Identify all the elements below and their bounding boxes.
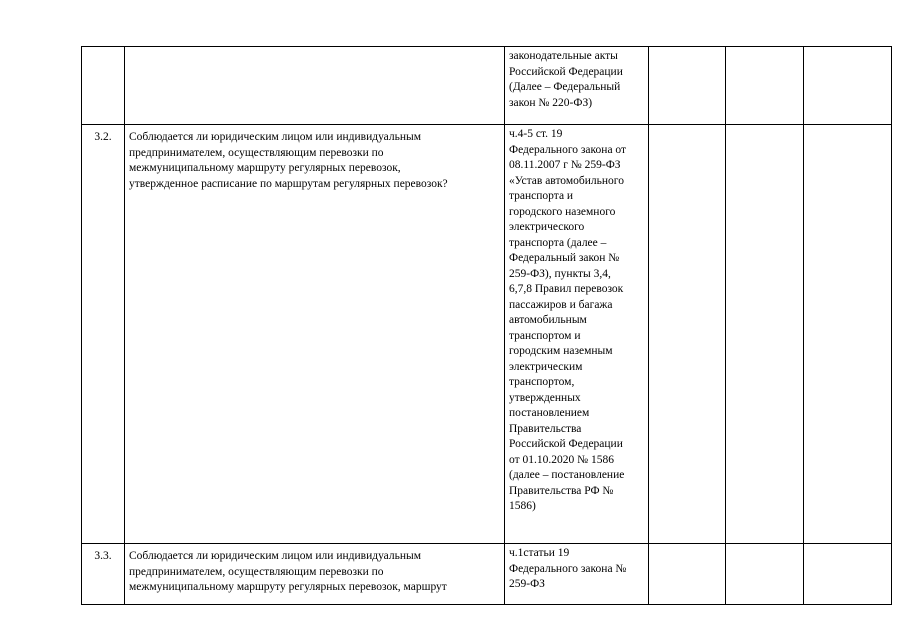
legal-basis-line: закон № 220-ФЗ) (509, 96, 593, 109)
legal-basis-cell (505, 47, 649, 125)
legal-basis-line: Федерального закона № (509, 562, 627, 575)
legal-basis-line: законодательные акты (509, 50, 618, 62)
question-text-line: предпринимателем, осуществляющим перевозки по (129, 146, 384, 159)
legal-basis-line: (Далее – Федеральный (509, 81, 621, 93)
answer-na-cell (804, 47, 892, 125)
legal-basis-line: 259-ФЗ), пункты 3,4, (509, 267, 611, 280)
legal-basis-line: ч.1статьи 19 (509, 547, 570, 559)
table-row (82, 125, 892, 544)
legal-basis-line: Российской Федерации (509, 65, 623, 78)
answer-no-cell (726, 544, 804, 605)
legal-basis-line: транспорта (далее – (509, 236, 607, 249)
legal-basis-line: городским наземным (509, 345, 613, 357)
question-cell (125, 125, 505, 544)
question-text-line: Соблюдается ли юридическим лицом или индивидуальным (129, 131, 422, 143)
legal-basis-line: Федерального закона от (509, 143, 627, 156)
legal-basis-line: 08.11.2007 г № 259-ФЗ (509, 159, 621, 171)
legal-basis-line: 259-ФЗ (509, 578, 545, 590)
table-row (82, 47, 892, 125)
row-number-cell (82, 47, 125, 125)
question-text-line: утвержденное расписание по маршрутам регулярных перевозок? (129, 177, 448, 190)
legal-basis-line: (далее – постановление (509, 469, 625, 481)
legal-basis-line: Федеральный закон № (509, 252, 620, 264)
table-row (82, 544, 892, 605)
question-cell (125, 544, 505, 605)
question-text-line: межмуниципальному маршруту регулярных перевозок, маршрут (129, 581, 447, 593)
question-text-line: межмуниципальному маршруту регулярных перевозок, (129, 162, 401, 174)
question-text-line: предпринимателем, осуществляющим перевозки по (129, 565, 384, 578)
legal-basis-line: Правительства РФ № (509, 484, 614, 497)
legal-basis-line: пассажиров и багажа (509, 298, 613, 311)
legal-basis-line: «Устав автомобильного (509, 174, 624, 187)
question-cell (125, 47, 505, 125)
legal-basis-line: Правительства (509, 422, 582, 435)
legal-basis-cell (505, 544, 649, 605)
answer-na-cell (804, 544, 892, 605)
legal-basis-line: от 01.10.2020 № 1586 (509, 453, 614, 466)
answer-yes-cell (649, 47, 726, 125)
table-body (82, 47, 892, 605)
answer-na-cell (804, 125, 892, 544)
answer-yes-cell (649, 544, 726, 605)
legal-basis-line: ч.4-5 ст. 19 (509, 128, 563, 140)
legal-basis-line: транспорта и (509, 190, 574, 202)
legal-basis-line: автомобильным (509, 314, 587, 326)
answer-no-cell (726, 125, 804, 544)
requirements-table (81, 46, 892, 605)
legal-basis-line: транспортом, (509, 376, 575, 388)
legal-basis-line: постановлением (509, 407, 590, 419)
legal-basis-line: электрическим (509, 360, 583, 373)
legal-basis-line: 1586) (509, 500, 536, 512)
legal-basis-line: 6,7,8 Правил перевозок (509, 283, 624, 295)
row-number-cell: 3.2. (82, 125, 125, 544)
row-number-cell: 3.3. (82, 544, 125, 605)
answer-yes-cell (649, 125, 726, 544)
legal-basis-line: электрического (509, 221, 585, 233)
legal-basis-cell (505, 125, 649, 544)
question-text-line: Соблюдается ли юридическим лицом или индивидуальным (129, 550, 422, 562)
legal-basis-line: городского наземного (509, 205, 616, 218)
answer-no-cell (726, 47, 804, 125)
legal-basis-line: утвержденных (509, 391, 581, 404)
legal-basis-line: транспортом и (509, 329, 581, 342)
legal-basis-line: Российской Федерации (509, 438, 623, 450)
